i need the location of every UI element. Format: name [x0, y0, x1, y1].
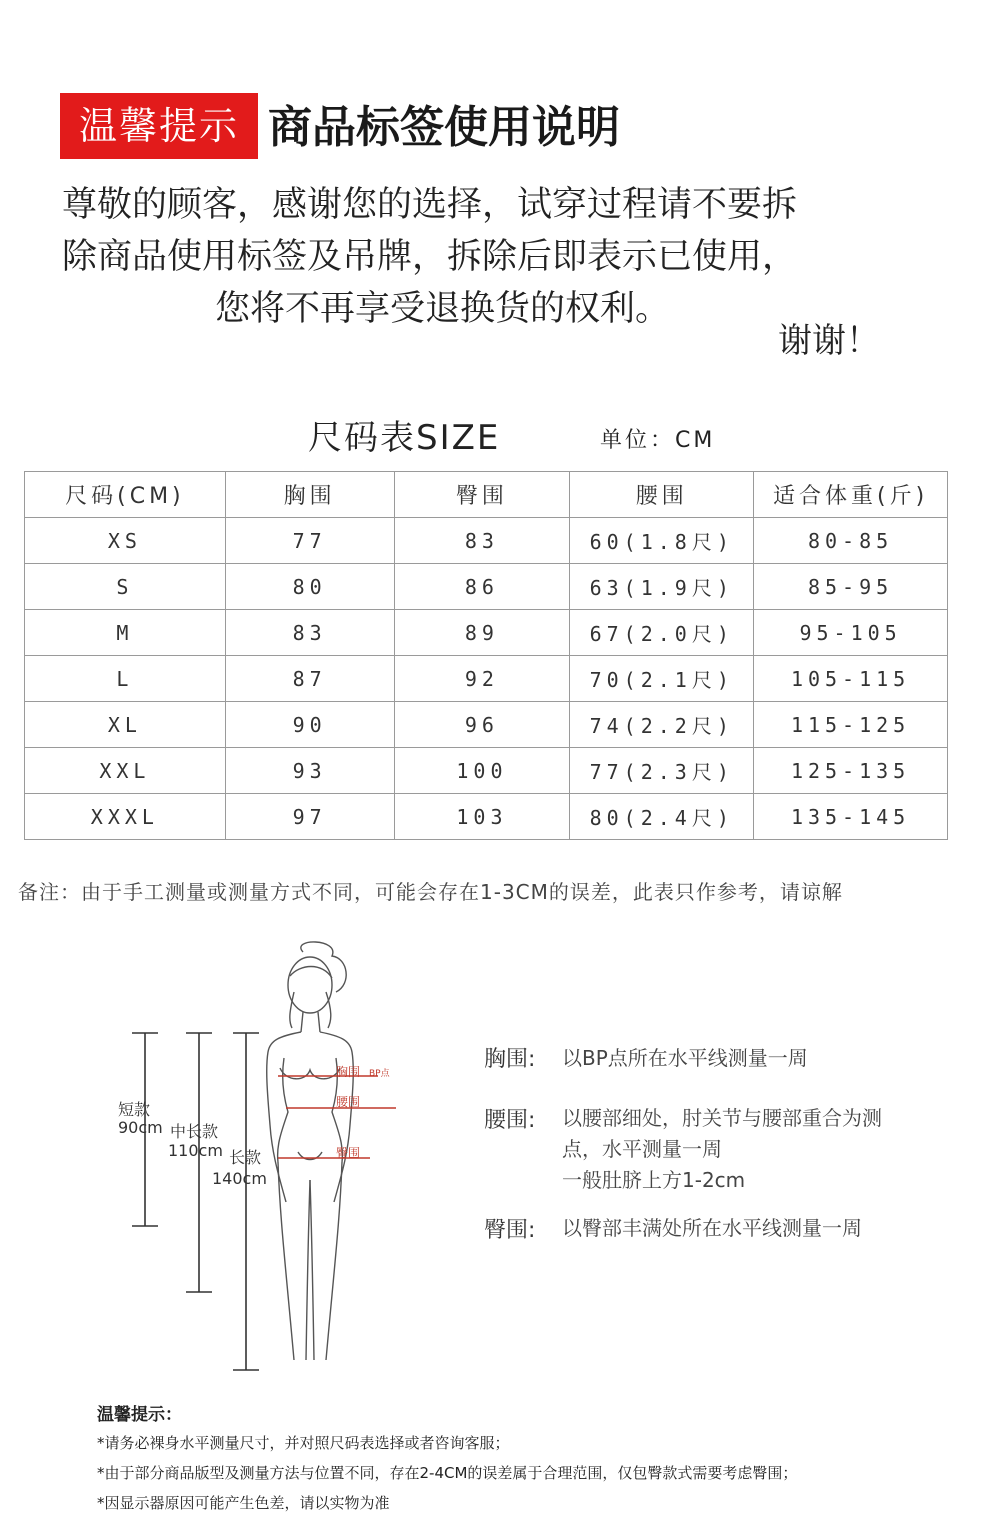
cell-size: M — [25, 610, 226, 656]
table-header-row — [25, 472, 948, 518]
hip-desc: 以臀部丰满处所在水平线测量一周 — [562, 1216, 862, 1240]
size-chart-title: 尺码表SIZE — [308, 418, 501, 458]
waist-desc-2: 点，水平测量一周 — [562, 1137, 722, 1161]
cell-hip: 96 — [394, 702, 570, 748]
short-length: 90cm — [118, 1118, 163, 1137]
tip-item-1: *请务必裸身水平测量尺寸，并对照尺码表选择或者咨询客服； — [97, 1434, 510, 1452]
long-label: 长款 — [229, 1148, 262, 1167]
cell-waist: 67(2.0尺) — [570, 610, 754, 656]
col-header: 适合体重(斤) — [754, 472, 948, 518]
col-header: 尺码(CM) — [25, 472, 226, 518]
cell-waist: 63(1.9尺) — [570, 564, 754, 610]
waist-label: 腰围: — [484, 1108, 536, 1133]
cell-weight: 125-135 — [754, 748, 948, 794]
hip-label: 臀围: — [484, 1218, 536, 1243]
mid-length: 110cm — [168, 1141, 223, 1160]
cell-weight: 85-95 — [754, 564, 948, 610]
cell-weight: 115-125 — [754, 702, 948, 748]
cell-weight: 80-85 — [754, 518, 948, 564]
thanks-text: 谢谢！ — [778, 321, 880, 361]
waist-desc-1: 以腰部细处，肘关节与腰部重合为测 — [562, 1106, 882, 1130]
cell-size: S — [25, 564, 226, 610]
cell-size: XXL — [25, 748, 226, 794]
table-row — [25, 702, 948, 748]
cell-waist: 77(2.3尺) — [570, 748, 754, 794]
cell-size: XS — [25, 518, 226, 564]
table-row — [25, 794, 948, 840]
cell-hip: 89 — [394, 610, 570, 656]
tips-title: 温馨提示： — [97, 1405, 182, 1425]
body-figure-illustration — [100, 940, 440, 1380]
tag-waist: 腰围 — [336, 1095, 361, 1109]
cell-weight: 105-115 — [754, 656, 948, 702]
cell-size: L — [25, 656, 226, 702]
cell-chest: 93 — [225, 748, 394, 794]
cell-chest: 87 — [225, 656, 394, 702]
size-chart-unit: 单位：CM — [600, 428, 716, 453]
cell-waist: 60(1.8尺) — [570, 518, 754, 564]
cell-chest: 97 — [225, 794, 394, 840]
size-chart-remark: 备注：由于手工测量或测量方式不同，可能会存在1-3CM的误差，此表只作参考，请谅解 — [18, 880, 843, 904]
cell-hip: 86 — [394, 564, 570, 610]
tag-bp: BP点 — [369, 1069, 390, 1079]
tip-item-2: *由于部分商品版型及测量方法与位置不同，存在2-4CM的误差属于合理范围，仅包臀款式需要考虑臀围； — [97, 1464, 798, 1482]
cell-waist: 74(2.2尺) — [570, 702, 754, 748]
table-row — [25, 610, 948, 656]
notice-line-3: 您将不再享受退换货的权利。 — [215, 289, 671, 329]
col-header: 臀围 — [394, 472, 570, 518]
tag-chest: 胸围 — [336, 1065, 361, 1079]
tag-hip: 臀围 — [336, 1146, 361, 1160]
cell-hip: 103 — [394, 794, 570, 840]
waist-desc-3: 一般肚脐上方1-2cm — [562, 1168, 746, 1192]
tip-badge: 温馨提示 — [60, 93, 258, 159]
chest-desc: 以BP点所在水平线测量一周 — [562, 1046, 808, 1070]
cell-chest: 90 — [225, 702, 394, 748]
cell-waist: 80(2.4尺) — [570, 794, 754, 840]
col-header: 胸围 — [225, 472, 394, 518]
cell-size: XL — [25, 702, 226, 748]
table-row — [25, 564, 948, 610]
table-row — [25, 518, 948, 564]
page-title: 商品标签使用说明 — [268, 102, 620, 153]
notice-line-1: 尊敬的顾客，感谢您的选择，试穿过程请不要拆 — [62, 185, 798, 225]
size-table — [24, 471, 948, 840]
short-label: 短款 — [118, 1100, 151, 1119]
cell-waist: 70(2.1尺) — [570, 656, 754, 702]
cell-chest: 77 — [225, 518, 394, 564]
cell-chest: 80 — [225, 564, 394, 610]
length-bars — [132, 1033, 262, 1370]
cell-weight: 95-105 — [754, 610, 948, 656]
col-header: 腰围 — [570, 472, 754, 518]
long-length: 140cm — [212, 1169, 267, 1188]
mid-label: 中长款 — [170, 1122, 219, 1141]
tip-item-3: *因显示器原因可能产生色差，请以实物为准 — [97, 1494, 390, 1512]
cell-hip: 83 — [394, 518, 570, 564]
cell-hip: 92 — [394, 656, 570, 702]
cell-weight: 135-145 — [754, 794, 948, 840]
table-row — [25, 656, 948, 702]
cell-chest: 83 — [225, 610, 394, 656]
table-row — [25, 748, 948, 794]
notice-line-2: 除商品使用标签及吊牌，拆除后即表示已使用， — [62, 237, 798, 277]
chest-label: 胸围: — [484, 1047, 536, 1072]
cell-size: XXXL — [25, 794, 226, 840]
cell-hip: 100 — [394, 748, 570, 794]
